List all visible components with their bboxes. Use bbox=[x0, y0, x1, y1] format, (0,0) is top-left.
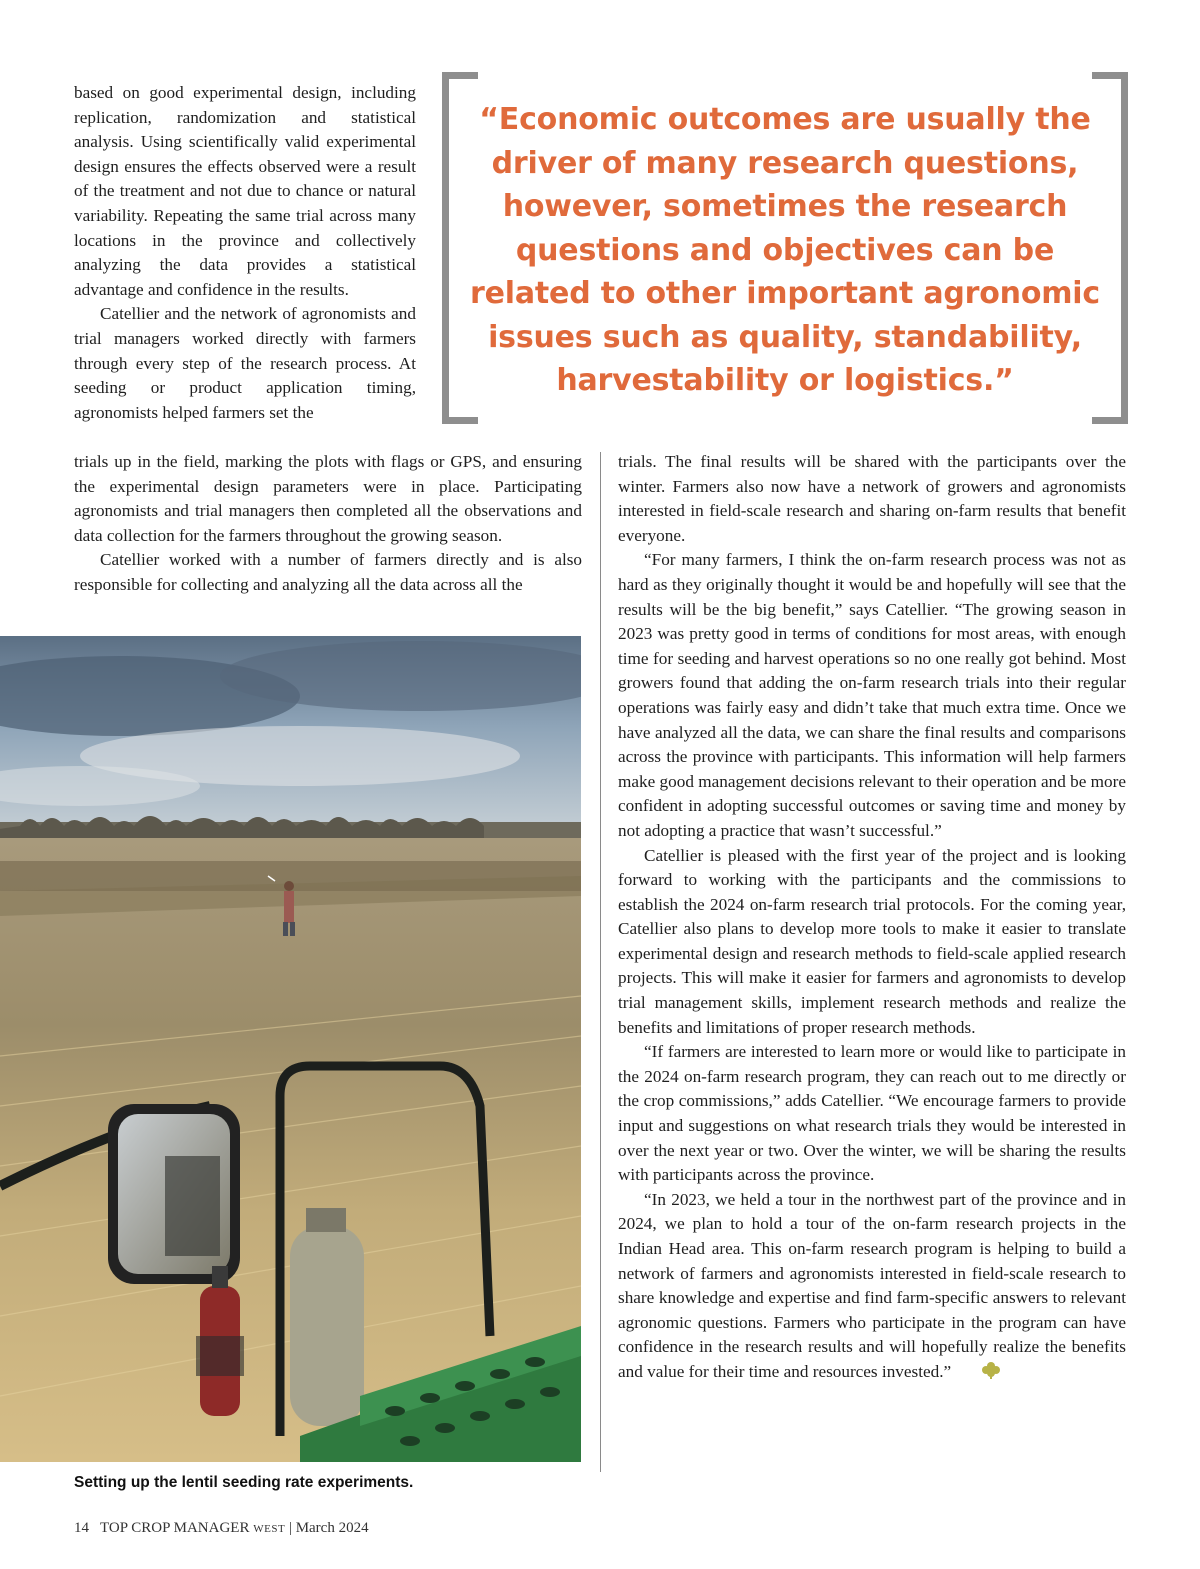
paragraph-last bbox=[618, 1188, 1126, 1387]
paragraph: trials up in the field, marking the plots with flags or GPS, and ensuring the experimental design parameters were in place. Participating agronomists and trial managers then completed all the observations and data collection for the farmers throughout the growing season. bbox=[74, 452, 582, 545]
column-right bbox=[618, 450, 1126, 1387]
issue-date: March 2024 bbox=[295, 1520, 369, 1536]
field-photo bbox=[0, 636, 581, 1462]
paragraph-text: “In 2023, we held a tour in the northwest part of the province and in 2024, we plan to hold a tour of the on-farm research projects in the Indian Head area. This on-farm research program is helping to build a network of farmers and agronomists interested in field-scale research to share knowledge and expertise and find farm-specific answers to relevant agronomic questions. Farmers who participate in the program can have confidence in the research results and will hopefully realize the benefits and value for their time and resources invested.” bbox=[618, 1189, 1126, 1381]
footer-separator: | bbox=[288, 1520, 292, 1536]
photo-caption: Setting up the lentil seeding rate experiments. bbox=[74, 1474, 414, 1491]
publication-name: TOP CROP MANAGER bbox=[99, 1520, 250, 1536]
pull-quote-text: “Economic outcomes are usually the driver of many research questions, however, sometimes the research questions and objectives can be related to other important agronomic issues such as quality, standability, harvestability or logistics.” bbox=[470, 102, 1100, 398]
column-top-left bbox=[74, 81, 416, 425]
paragraph: based on good experimental design, including replication, randomization and statistical analysis. Using scientifically valid experimental design ensures the effects observed were a result of the treatment and not due to chance or natural variability. Repeating the same trial across many locations in the province and collectively analyzing the data provides a statistical advantage and confidence in the results. bbox=[74, 83, 416, 299]
paragraph: “For many farmers, I think the on-farm research process was not as hard as they originally thought it would be and hopefully will see that the results will be the big benefit,” says Catellier. “The growing season in 2023 was pretty good in terms of conditions for most areas, with enough time for seeding and harvest operations so no one really got behind. Most growers found that adding the on-farm research trials into their regular operations was fairly easy and didn’t take that much extra time. Once we have analyzed all the data, we can share the final results and comparisons across the province with participants. This information will help farmers make good management decisions relevant to their operation and be more confident in adopting successful outcomes or saving time and money by not adopting a practice that wasn’t successful.” bbox=[618, 550, 1126, 840]
publication-edition: WEST bbox=[253, 1523, 286, 1535]
paragraph: Catellier worked with a number of farmers directly and is also responsible for collecting and analyzing all the data across all the bbox=[74, 550, 582, 594]
paragraph: trials. The final results will be shared with the participants over the winter. Farmers also now have a network of growers and agronomists interested in field-scale research and sharing on-farm results that benefit everyone. bbox=[618, 452, 1126, 545]
pull-quote bbox=[442, 72, 1128, 424]
page-number: 14 bbox=[74, 1520, 89, 1536]
page-footer bbox=[74, 1520, 369, 1537]
column-divider bbox=[600, 452, 601, 1472]
paragraph: “If farmers are interested to learn more or would like to participate in the 2024 on-farm research program, they can reach out to me directly or the crop commissions,” adds Catellier. “We encourage farmers to provide input and suggestions on what research trials they would be interested in over the next year or two. Over the winter, we will be sharing the results with participants across the province. bbox=[618, 1042, 1126, 1185]
paragraph: Catellier and the network of agronomists and trial managers worked directly with farmers through every step of the research process. At seeding or product application timing, agronomists helped farmers set the bbox=[74, 304, 416, 422]
leaf-icon bbox=[955, 1361, 1001, 1387]
column-left bbox=[74, 450, 582, 598]
paragraph: Catellier is pleased with the first year of the project and is looking forward to working with the participants and the commissions to establish the 2024 on-farm research trial protocols. For the coming year, Catellier also plans to develop more tools to make it easier to translate experimental design and research methods to field-scale applied research projects. This will make it easier for farmers and agronomists to develop trial management skills, implement research methods and realize the benefits and limitations of proper research methods. bbox=[618, 845, 1126, 1037]
